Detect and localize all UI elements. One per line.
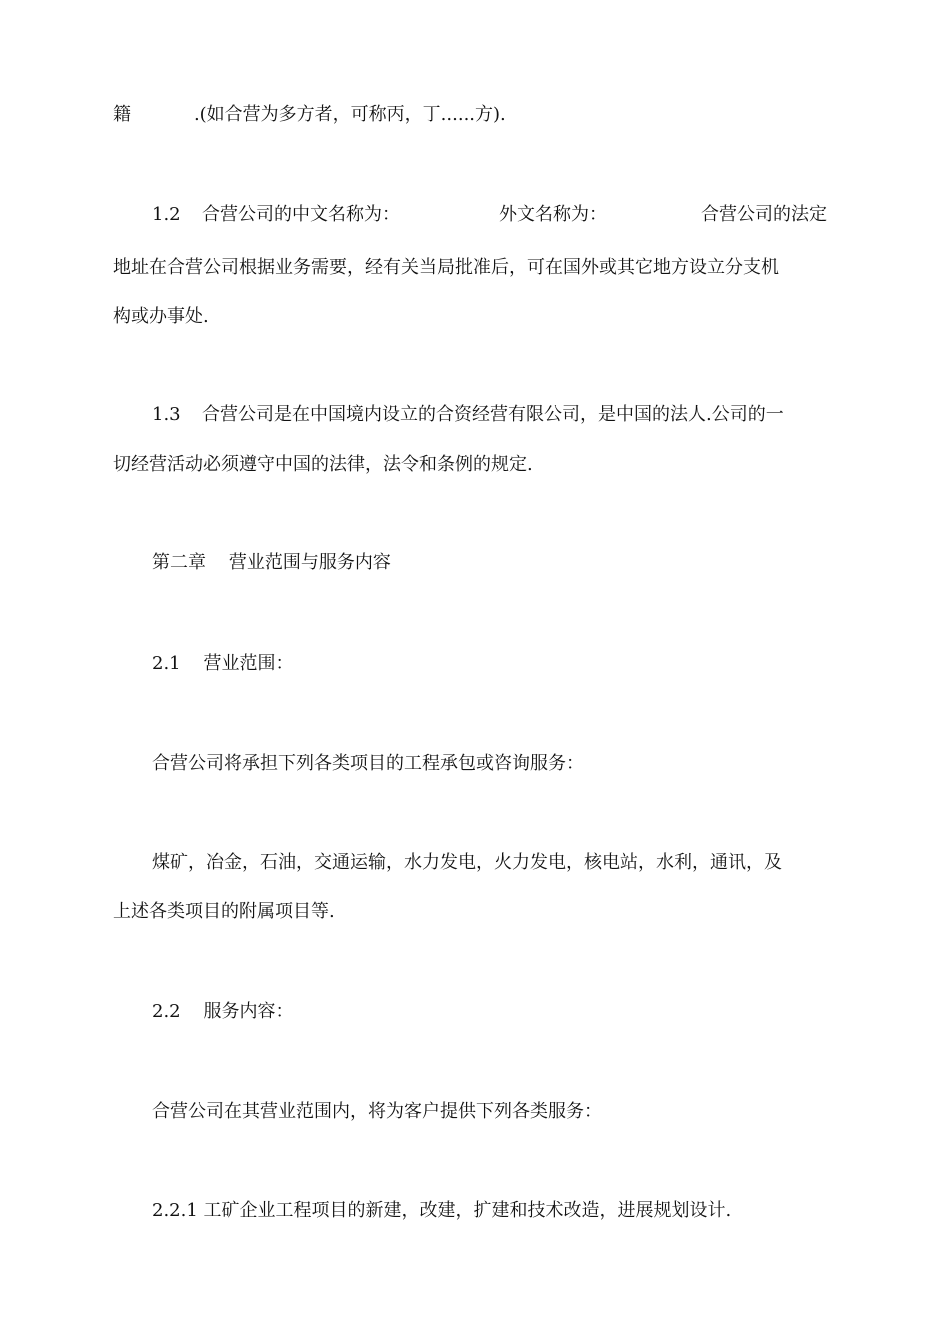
section-number: 1.3 [152,404,181,425]
paragraph-line: 构或办事处. [113,306,209,327]
paragraph-text: 合营公司的法定 [701,204,827,225]
section-number: 1.2 [152,204,181,225]
section-heading: 2.1 营业范围： [152,653,294,674]
paragraph-line: 合营公司在其营业范围内，将为客户提供下列各类服务： [152,1101,602,1122]
paragraph-text: 外文名称为： [499,204,607,225]
paragraph-line: 2.2.1 工矿企业工程项目的新建，改建，扩建和技术改造，进展规划设计. [152,1200,732,1221]
section-heading: 2.2 服务内容： [152,1001,294,1022]
paragraph-line: 煤矿，冶金，石油，交通运输，水力发电，火力发电，核电站，水利，通讯，及 [152,852,782,873]
paragraph-line: 合营公司将承担下列各类项目的工程承包或咨询服务： [152,753,584,774]
paragraph-line: 籍 .(如合营为多方者，可称丙，丁......方). [113,104,506,125]
paragraph-text: 合营公司的中文名称为： [202,204,400,225]
paragraph-line: 地址在合营公司根据业务需要，经有关当局批准后，可在国外或其它地方设立分支机 [113,257,779,278]
paragraph-line: 上述各类项目的附属项目等. [113,901,335,922]
paragraph-text: 合营公司是在中国境内设立的合资经营有限公司，是中国的法人.公司的一 [202,404,784,425]
chapter-heading: 第二章 营业范围与服务内容 [152,552,391,573]
paragraph-line: 切经营活动必须遵守中国的法律，法令和条例的规定. [113,454,533,475]
